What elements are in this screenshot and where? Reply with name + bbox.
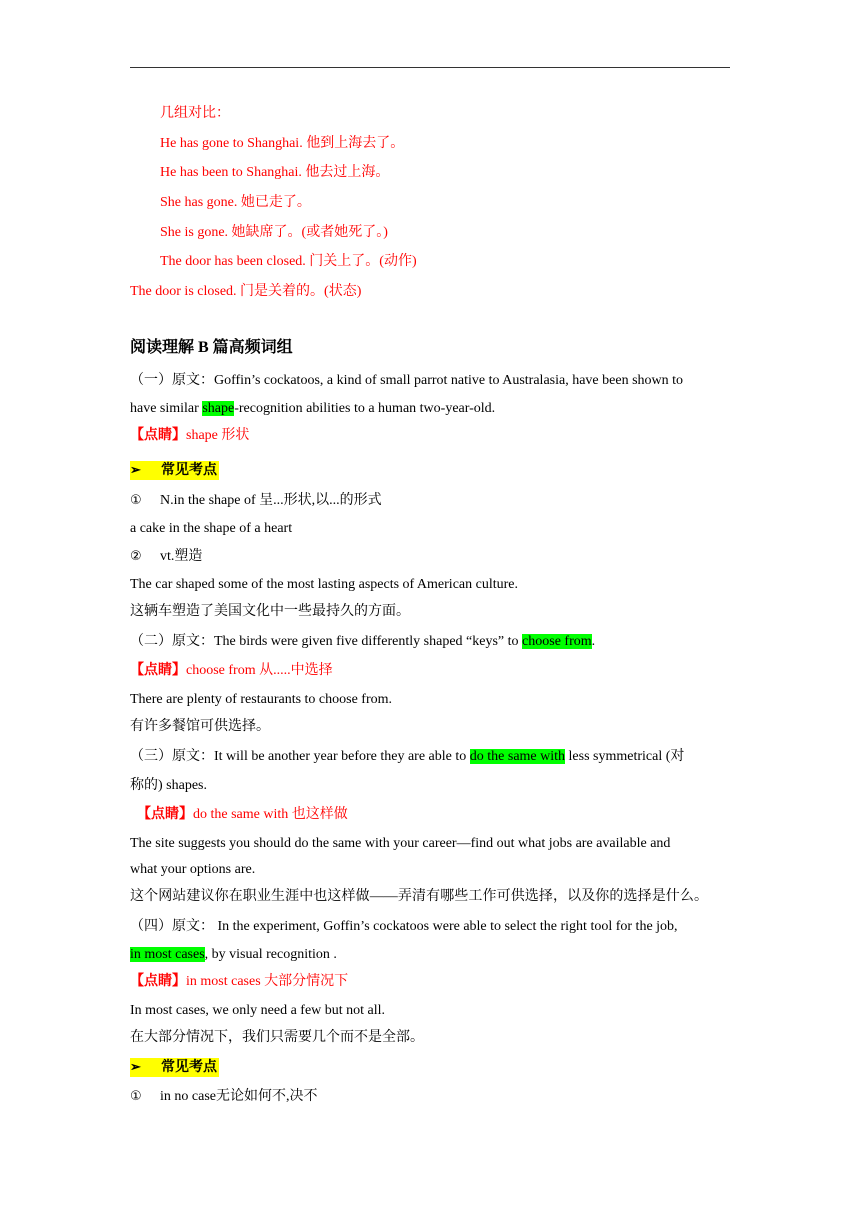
section-title: 阅读理解 B 篇高频词组 <box>130 339 293 356</box>
s2-example-zh: 有许多餐馆可供选择。 <box>130 719 270 734</box>
s1-original-line2 <box>130 400 495 418</box>
s1-item2-example-zh: 这辆车塑造了美国文化中一些最持久的方面。 <box>130 604 410 619</box>
s4-example-en: In most cases, we only need a few but not all. <box>130 1003 386 1018</box>
compare-line: She is gone. 她缺席了。(或者她死了。) <box>160 225 388 240</box>
compare-line: The door has been closed. 门关上了。(动作) <box>160 254 417 269</box>
compare-line: He has gone to Shanghai. 他到上海去了。 <box>160 136 405 151</box>
text: （二）原文：The birds were given five differently shaped “keys” to <box>130 634 523 649</box>
s4-example-zh: 在大部分情况下，我们只需要几个而不是全部。 <box>130 1030 424 1045</box>
number-icon: ② <box>130 549 142 564</box>
s3-original-line1 <box>130 748 684 766</box>
compare-line: She has gone. 她已走了。 <box>160 195 311 210</box>
s1-item2 <box>130 548 202 566</box>
s3-original-line2: 称的) shapes. <box>130 778 207 793</box>
s2-example-en: There are plenty of restaurants to choose from. <box>130 692 393 707</box>
s4-key-points <box>130 1058 219 1077</box>
compare-line: He has been to Shanghai. 他去过上海。 <box>160 165 390 180</box>
tip-bracket: 【点睛】 <box>130 663 186 678</box>
highlight-do-the-same-with: do the same with <box>469 749 566 764</box>
s1-key-points <box>130 461 219 480</box>
s2-original <box>130 633 595 651</box>
tip-bracket: 【点睛】 <box>130 428 186 443</box>
key-points-label: 常见考点 <box>161 463 217 478</box>
text: in no case无论如何不,决不 <box>160 1089 318 1104</box>
number-icon: ① <box>130 1089 142 1104</box>
arrow-icon: ➢ <box>130 1059 141 1074</box>
compare-title: 几组对比： <box>160 106 230 121</box>
s3-example-en2: what your options are. <box>130 862 256 877</box>
s4-original-line1: （四）原文： In the experiment, Goffin’s cockatoos were able to select the right tool for the job, <box>130 919 678 934</box>
text: （三）原文：It will be another year before they are able to <box>130 749 470 764</box>
text: have similar <box>130 401 203 416</box>
text: . <box>591 634 596 649</box>
tip-text: in most cases 大部分情况下 <box>186 974 349 989</box>
highlight-shape: shape <box>202 401 235 416</box>
s4-tip <box>130 973 348 991</box>
tip-text: choose from 从.....中选择 <box>186 663 333 678</box>
s3-example-en1: The site suggests you should do the same with your career—find out what jobs are available and <box>130 836 671 851</box>
text: vt.塑造 <box>160 549 203 564</box>
s4-original-line2 <box>130 946 337 964</box>
text: -recognition abilities to a human two-year-old. <box>234 401 496 416</box>
highlight-in-most-cases: in most cases <box>130 947 205 962</box>
s3-example-zh: 这个网站建议你在职业生涯中也这样做——弄清有哪些工作可供选择，以及你的选择是什么。 <box>130 889 709 904</box>
s1-tip <box>130 427 249 445</box>
s1-item1 <box>130 492 382 510</box>
text: N.in the shape of 呈...形状,以...的形式 <box>160 493 382 508</box>
s1-original-line1: （一）原文：Goffin’s cockatoos, a kind of small parrot native to Australasia, have been shown to <box>130 373 684 388</box>
tip-bracket: 【点睛】 <box>137 807 193 822</box>
text: less symmetrical (对 <box>565 749 685 764</box>
s1-item1-example: a cake in the shape of a heart <box>130 521 293 536</box>
key-points-label: 常见考点 <box>161 1060 217 1075</box>
tip-bracket: 【点睛】 <box>130 974 186 989</box>
arrow-icon: ➢ <box>130 462 141 477</box>
s1-item2-example-en: The car shaped some of the most lasting aspects of American culture. <box>130 577 518 592</box>
s4-item1 <box>130 1088 317 1106</box>
highlight-choose-from: choose from <box>522 634 592 649</box>
tip-text: shape 形状 <box>186 428 250 443</box>
compare-line: The door is closed. 门是关着的。(状态) <box>130 284 362 299</box>
text: , by visual recognition . <box>204 947 337 962</box>
tip-text: do the same with 也这样做 <box>193 807 348 822</box>
s2-tip <box>130 662 333 680</box>
number-icon: ① <box>130 493 142 508</box>
header-rule <box>130 67 730 68</box>
s3-tip <box>137 806 348 824</box>
